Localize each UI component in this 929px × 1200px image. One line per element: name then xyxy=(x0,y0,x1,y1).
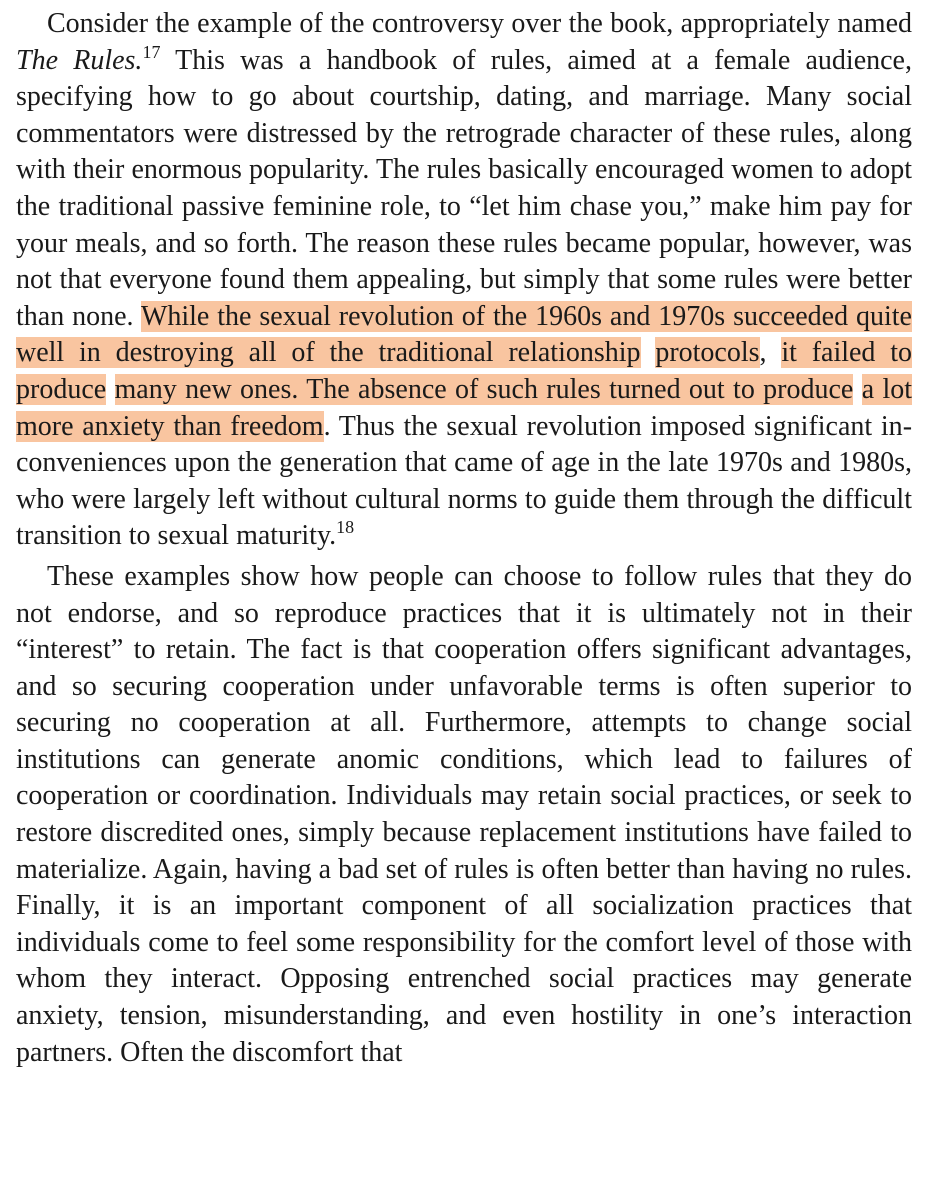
paragraph-1-text-middle: This was a handbook of rules, aimed at a female audience, specifying how to go about courtship, dating, and marriage. Many social commentators were distressed by the retrograde character of these rules, along with their enormous popularity. The rules basically encouraged women to adopt the traditional passive feminine role, to “let him chase you,” make him pay for your meals, and so forth. The reason these rules became popular, however, was not that everyone found them appealing, but simply that some rules were better than none. xyxy=(16,44,912,332)
gap-1 xyxy=(641,337,656,368)
gap-4 xyxy=(853,374,861,405)
footnote-18: 18 xyxy=(336,517,355,538)
book-title: The Rules. xyxy=(16,44,143,76)
paragraph-2: These examples show how people can choose to follow rules that they do not endorse, and so reproduce practices that it is ultimately not in their “interest” to retain. The fact is that cooperation offers significant advantages, and so securing cooperation under unfavorable terms is often superior to securing no cooperation at all. Furthermore, attempts to change social institutions can generate anomic conditions, which lead to failures of cooperation or coordination. Individuals may retain social practices, or seek to restore discredited ones, simply because replacement institutions have failed to materialize. Again, having a bad set of rules is often better than having no rules. Finally, it is an important component of all socialization practices that individuals come to feel some responsibility for the comfort level of those with whom they interact. Opposing entrenched social practices may generate anxiety, tension, misunderstanding, and even hostility in one’s interaction partners. Often the discomfort that xyxy=(16,560,912,1068)
highlight-5: a lot more anxiety than freedom xyxy=(16,373,913,442)
paragraph-1-text-start: Consider the example of the controversy over the book, appropriately named xyxy=(47,8,912,39)
highlight-1: While the sexual revolution of the 1960s and 1970s succeeded quite well in destroying all of the traditional relationship xyxy=(16,300,912,369)
highlight-4: many new ones. The absence of such rules turned out to produce xyxy=(114,373,854,405)
highlight-3: it failed to produce xyxy=(16,337,913,405)
footnote-17: 17 xyxy=(142,41,161,62)
paragraph-1 xyxy=(16,6,912,555)
gap-2: , xyxy=(759,337,782,369)
paragraph-1-text-end: . Thus the sexual revolution imposed significant inconveniences upon the generation that came of age in the late 1970s and 1980s, who were largely left without cultural norms to guide them through the difficult transition to sexual maturity. xyxy=(16,410,913,552)
highlight-2: protocols xyxy=(655,337,760,369)
gap-3 xyxy=(106,374,114,405)
